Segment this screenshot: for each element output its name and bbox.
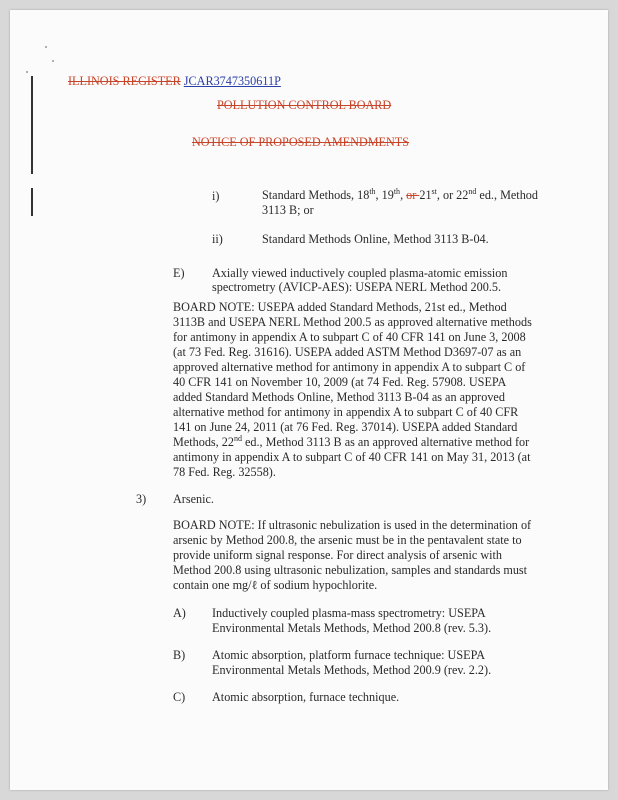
- item-b-line1: Atomic absorption, platform furnace technique: USEPA: [212, 648, 486, 662]
- item-label: C): [173, 690, 186, 704]
- register-header: [68, 74, 281, 89]
- section-title: Arsenic.: [173, 492, 214, 506]
- item-a-line1: Inductively coupled plasma-mass spectrometry: USEPA: [212, 606, 486, 620]
- item-ii-text: Standard Methods Online, Method 3113 B-04.: [262, 232, 489, 246]
- item-label: ii): [212, 232, 223, 246]
- item-a-line2: Environmental Metals Methods, Method 200.8 (rev. 5.3).: [212, 621, 492, 635]
- item-e-line1: Axially viewed inductively coupled plasma-atomic emission: [212, 266, 508, 280]
- revision-bar-2: [31, 188, 33, 216]
- item-label: E): [173, 266, 185, 280]
- item-i-line1: Standard Methods, 18th, 19th, or 21st, or 22nd ed., Method: [262, 187, 538, 202]
- notice-heading: NOTICE OF PROPOSED AMENDMENTS: [192, 135, 410, 149]
- item-label: B): [173, 648, 186, 662]
- document-page: ILLINOIS REGISTER JCAR3747350611P POLLUTION CONTROL BOARD NOTICE OF PROPOSED AMENDMENTS i) Standard Methods, 18th, 19th, or 21st, or 22nd ed., Method 3113 B; or ii) Standard Methods Online, Method 3113 B-04. E) Axially viewed inductively coupled plasma-atomic emission spectrometry (AVICP-AES): USEPA NERL Method 200.5. BOARD NOTE: USEPA added Standard Methods, 21st ed., Method 3113B and USEPA NERL Method 200.5 as approved alternative methods for antimony in appendix A to subpart C of 40 CFR 141 on June 3, 2008 (at 73 Fed. Reg. 31616). USEPA added ASTM Method D3697-07 as an approved alternative method for antimony in appendix A to subpart C of 40 CFR 141 on November 10, 2009 (at 74 Fed. Reg. 57908. USEPA added Standard Methods Online, Method 3113 B-04 as an approved alternative method for antimony in appendix A to subpart C of 40 CFR 141 on June 24, 2011 (at 76 Fed. Reg. 37014). USEPA added Standard Methods, 22nd ed., Method 3113 B as an approved alternative method for antimony in appendix A to subpart C of 40 CFR 141 on May 31, 2013 (at 78 Fed. Reg. 32558). 3) Arsenic. BOARD NOTE: If ultrasonic nebulization is used in the determination of arsenic by Method 200.8, the arsenic must be in the pentavalent state to provide uniform signal response. For direct analysis of arsenic with Method 200.8 using ultrasonic nebulization, samples and standards must contain one mg/ℓ of sodium hypochlorite. A) Inductively coupled plasma-mass spectrometry: USEPA Environmental Metals Methods, Method 200.8 (rev. 5.3). B) Atomic absorption, platform furnace technique: USEPA Environmental Metals Methods, Method 200.9 (rev. 2.2). C) Atomic absorption, furnace technique.: [10, 10, 608, 790]
- revision-bar-1: [31, 76, 33, 174]
- scan-speck: [26, 71, 28, 73]
- section-label: 3): [136, 492, 147, 506]
- item-e-line2: spectrometry (AVICP-AES): USEPA NERL Method 200.5.: [212, 280, 501, 294]
- jcar-code: JCAR3747350611P: [183, 74, 281, 88]
- scan-speck: [45, 46, 47, 48]
- item-label: A): [173, 606, 186, 620]
- board-heading: POLLUTION CONTROL BOARD: [217, 98, 392, 112]
- item-c-line1: Atomic absorption, furnace technique.: [212, 690, 400, 704]
- register-struck: ILLINOIS REGISTER: [68, 74, 181, 88]
- scan-speck: [52, 60, 54, 62]
- item-label: i): [212, 189, 220, 203]
- item-i-line2: 3113 B; or: [262, 203, 314, 217]
- item-b-line2: Environmental Metals Methods, Method 200.9 (rev. 2.2).: [212, 663, 492, 677]
